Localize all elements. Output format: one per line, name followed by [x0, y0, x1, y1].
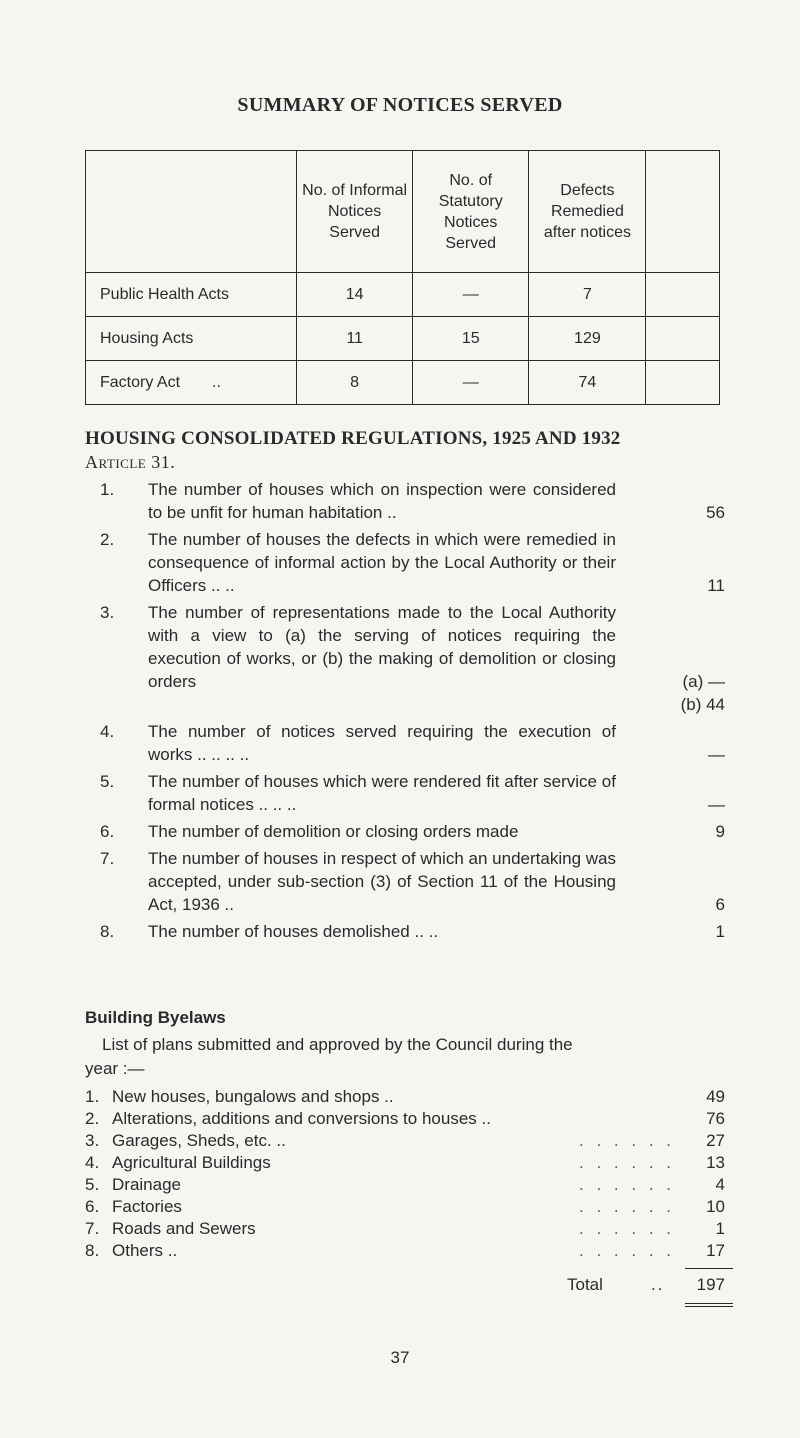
plan-number: 5. [85, 1175, 100, 1194]
remedied-count: 74 [529, 361, 646, 405]
plan-leader: . . . . . . [579, 1131, 675, 1150]
table-header-row [86, 151, 720, 273]
item-text: The number of houses which were rendered fit after service of formal notices .. .. .. [148, 772, 616, 814]
list-item [85, 1108, 725, 1130]
plan-label: Others .. [112, 1241, 178, 1260]
item-number: 8. [100, 922, 115, 941]
plan-label: Alterations, additions and conversions to houses .. [112, 1109, 491, 1128]
housing-items-list [100, 478, 725, 947]
item-number: 3. [100, 603, 115, 622]
empty-cell [646, 361, 720, 405]
plan-leader: . . . . . . [579, 1153, 675, 1172]
page-title: SUMMARY OF NOTICES SERVED [237, 94, 563, 116]
plan-value: 4 [715, 1175, 725, 1194]
plan-label: Agricultural Buildings [112, 1153, 271, 1172]
item-text: The number of representations made to the Local Authority with a view to (a) the serving of notices requiring the execution of works, or (b) the making of demolition or closing orders [148, 603, 616, 691]
plan-label: New houses, bungalows and shops .. [112, 1087, 394, 1106]
empty-cell [646, 317, 720, 361]
table-row [86, 361, 720, 405]
remedied-count: 129 [529, 317, 646, 361]
statutory-count: 15 [413, 317, 529, 361]
row-label: Public Health Acts [86, 273, 297, 317]
item-value-a: (a) — [682, 672, 725, 691]
plan-number: 6. [85, 1197, 100, 1216]
plan-label: Roads and Sewers [112, 1219, 256, 1238]
list-item [85, 1196, 725, 1218]
plan-value: 49 [706, 1087, 725, 1106]
total-rule-top [685, 1268, 733, 1269]
total-row [85, 1275, 725, 1299]
row-label [86, 361, 297, 405]
plan-number: 3. [85, 1131, 100, 1150]
item-value: 1 [715, 922, 725, 941]
total-leader: .. [651, 1275, 665, 1294]
item-text: The number of houses which on inspection were considered to be unfit for human habitation .. [148, 480, 616, 522]
plan-leader: . . . . . . [579, 1175, 675, 1194]
item-text: The number of houses demolished .. .. [148, 922, 439, 941]
item-number: 7. [100, 849, 115, 868]
list-item [100, 720, 725, 768]
item-number: 4. [100, 722, 115, 741]
list-item [100, 770, 725, 818]
plan-value: 1 [715, 1219, 725, 1238]
plan-value: 13 [706, 1153, 725, 1172]
byelaws-intro [85, 1033, 725, 1081]
item-text: The number of houses in respect of which an undertaking was accepted, under sub-section (3) of Section 11 of the Housing Act, 1936 .. [148, 849, 616, 914]
item-value: — [708, 795, 725, 814]
item-number: 6. [100, 822, 115, 841]
plan-number: 8. [85, 1241, 100, 1260]
plan-leader: . . . . . . [579, 1197, 675, 1216]
remedied-count: 7 [529, 273, 646, 317]
list-item [85, 1152, 725, 1174]
list-item [100, 847, 725, 918]
list-item [85, 1240, 725, 1262]
header-statutory-notices: No. of Statutory Notices Served [413, 151, 529, 273]
byelaws-title: Building Byelaws [85, 1008, 226, 1027]
plan-number: 2. [85, 1109, 100, 1128]
empty-cell [646, 273, 720, 317]
item-number: 5. [100, 772, 115, 791]
plan-value: 10 [706, 1197, 725, 1216]
header-cell-blank [86, 151, 297, 273]
row-label-leader: .. [212, 374, 221, 391]
header-cell-empty [646, 151, 720, 273]
byelaws-intro-line2: year :— [85, 1059, 145, 1078]
item-value: 56 [706, 503, 725, 522]
housing-section-title: HOUSING CONSOLIDATED REGULATIONS, 1925 AND 1932 [85, 428, 621, 449]
list-item [85, 1218, 725, 1240]
item-value: 11 [707, 576, 725, 595]
list-item [100, 601, 725, 718]
plan-leader: . . . . . . [579, 1219, 675, 1238]
byelaws-intro-line1: List of plans submitted and approved by the Council during the [102, 1035, 573, 1054]
list-item [85, 1130, 725, 1152]
plan-value: 17 [706, 1241, 725, 1260]
item-value: — [708, 745, 725, 764]
page-number: 37 [390, 1348, 410, 1367]
plan-label: Factories [112, 1197, 182, 1216]
plan-leader: . . . . . . [579, 1241, 675, 1260]
statutory-count: — [413, 361, 529, 405]
plan-label: Garages, Sheds, etc. .. [112, 1131, 286, 1150]
list-item [85, 1174, 725, 1196]
table-row [86, 273, 720, 317]
plan-label: Drainage [112, 1175, 181, 1194]
notices-summary-table [85, 150, 720, 405]
item-value: 9 [715, 822, 725, 841]
plans-list [85, 1086, 725, 1262]
list-item [100, 528, 725, 599]
list-item [100, 920, 725, 945]
item-value: 6 [715, 895, 725, 914]
header-defects-remedied: Defects Remedied after notices [529, 151, 646, 273]
item-text: The number of houses the defects in which were remedied in consequence of informal action by the Local Authority or their Officers .. .. [148, 530, 616, 595]
header-informal-notices: No. of Informal Notices Served [297, 151, 413, 273]
item-value-b: (b) 44 [680, 695, 725, 714]
plan-number: 4. [85, 1153, 100, 1172]
row-label-text: Factory Act [100, 374, 181, 391]
total-double-rule [685, 1303, 733, 1307]
informal-count: 8 [297, 361, 413, 405]
total-value: 197 [696, 1275, 725, 1294]
total-label: Total [567, 1275, 603, 1294]
item-number: 2. [100, 530, 115, 549]
item-number: 1. [100, 480, 115, 499]
article-label: Article 31. [85, 452, 176, 472]
item-text: The number of notices served requiring the execution of works .. .. .. .. [148, 722, 616, 764]
row-label: Housing Acts [86, 317, 297, 361]
statutory-count: — [413, 273, 529, 317]
table-row [86, 317, 720, 361]
informal-count: 14 [297, 273, 413, 317]
list-item [100, 820, 725, 845]
item-text: The number of demolition or closing orders made [148, 822, 519, 841]
plan-value: 76 [706, 1109, 725, 1128]
informal-count: 11 [297, 317, 413, 361]
plan-value: 27 [706, 1131, 725, 1150]
list-item [100, 478, 725, 526]
list-item [85, 1086, 725, 1108]
plan-number: 1. [85, 1087, 100, 1106]
plan-number: 7. [85, 1219, 100, 1238]
